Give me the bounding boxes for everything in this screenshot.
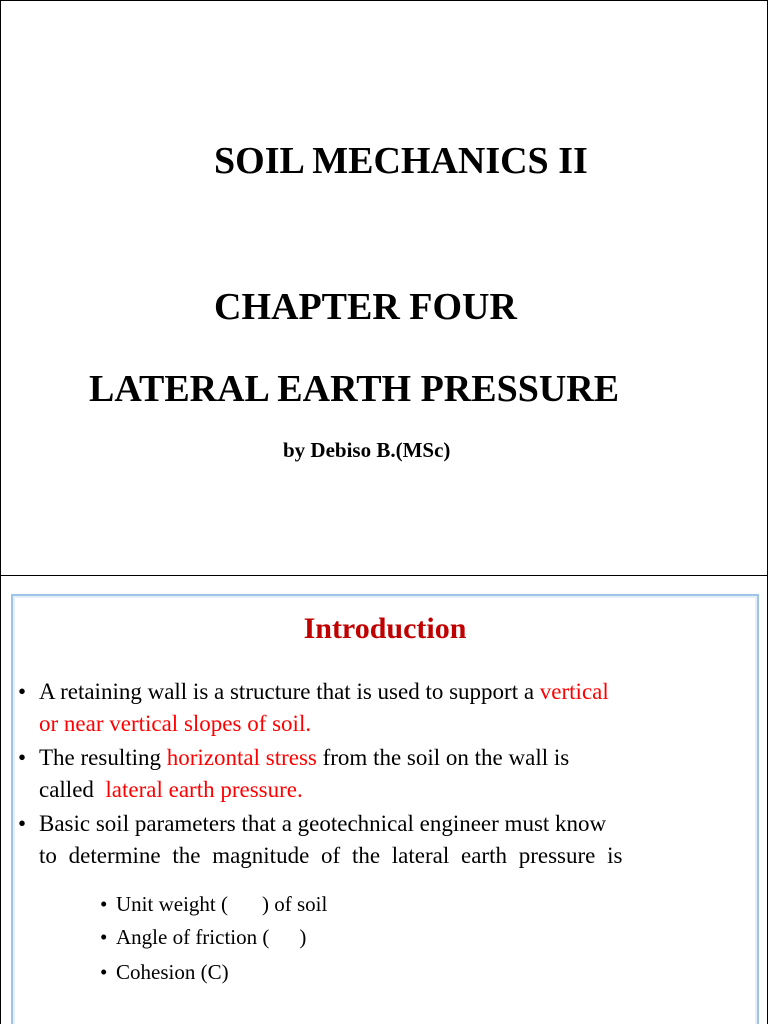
highlight-text: lateral earth pressure. <box>105 777 303 802</box>
sub-bullet-text: Unit weight ( <box>116 892 228 916</box>
highlight-text: or near vertical slopes of soil. <box>39 711 312 736</box>
author-line: by Debiso B.(MSc) <box>283 438 451 462</box>
highlight-text: horizontal stress <box>166 745 317 770</box>
chapter-title: CHAPTER FOUR <box>214 286 517 328</box>
sub-bullet-text: Angle of friction ( <box>116 925 270 949</box>
bullet-item-retaining-wall <box>18 676 759 740</box>
sub-bullet-text: ) of soil <box>261 892 328 916</box>
bullet-dot-icon: • <box>18 679 27 704</box>
course-title: SOIL MECHANICS II <box>214 140 588 182</box>
sub-bullet-friction-angle <box>100 923 307 951</box>
highlight-text: vertical <box>539 679 609 704</box>
bullet-dot-icon: • <box>18 811 27 836</box>
introduction-slide <box>0 575 768 1024</box>
sub-bullet-text: Cohesion (C) <box>116 960 229 984</box>
bullet-dot-icon: • <box>18 745 27 770</box>
bullet-text: from the soil on the wall is <box>316 745 570 770</box>
sub-bullet-unit-weight <box>100 890 328 918</box>
bullet-item-soil-parameters <box>18 808 759 872</box>
sub-bullet-text: ) <box>299 925 307 949</box>
bullet-text: A retaining wall is a structure that is used to support a <box>39 679 540 704</box>
bullet-dot-icon: • <box>100 960 108 984</box>
bullet-text: The resulting <box>39 745 167 770</box>
bullet-line: to determine the magnitude of the lateral earth pressure is <box>39 843 623 868</box>
bullet-text: called <box>39 777 106 802</box>
bullet-dot-icon: • <box>100 925 108 949</box>
bullet-line: Basic soil parameters that a geotechnical engineer must know <box>39 811 607 836</box>
bullet-line <box>39 742 759 774</box>
bullet-line <box>39 774 759 806</box>
slide-frame <box>11 594 759 1024</box>
bullet-line <box>39 676 759 708</box>
bullet-item-horizontal-stress <box>18 742 759 806</box>
sub-bullet-cohesion <box>100 958 229 986</box>
introduction-heading: Introduction <box>303 612 467 645</box>
bullet-dot-icon: • <box>100 892 108 916</box>
chapter-subtitle: LATERAL EARTH PRESSURE <box>89 368 620 410</box>
